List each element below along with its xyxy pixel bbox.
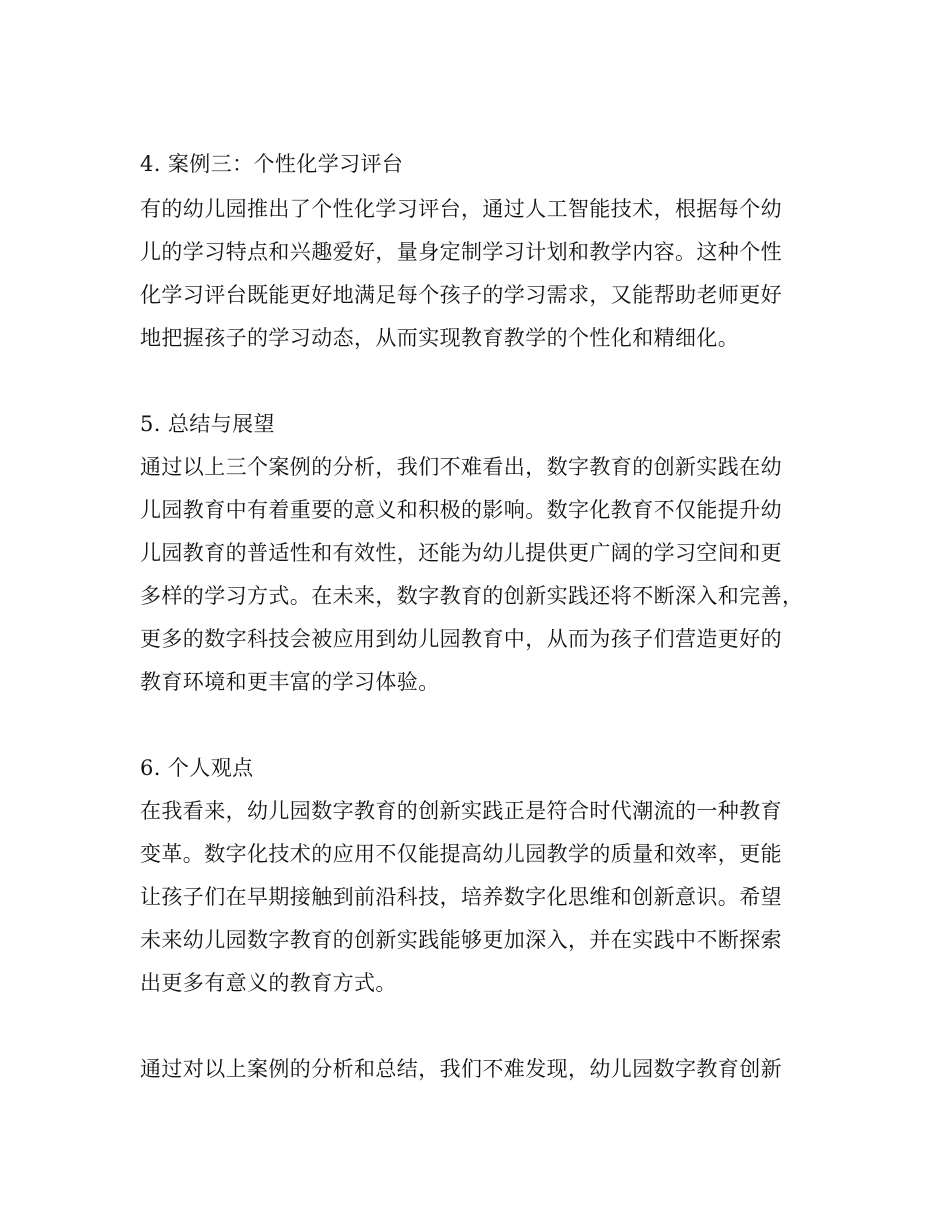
paragraph-line: 地把握孩子的学习动态，从而实现教育教学的个性化和精细化。: [140, 326, 740, 350]
paragraph-line: 变革。数字化技术的应用不仅能提高幼儿园教学的质量和效率，更能: [140, 842, 782, 866]
paragraph-line: 儿的学习特点和兴趣爱好，量身定制学习计划和教学内容。这种个性: [140, 240, 782, 264]
paragraph-line: 多样的学习方式。在未来，数字教育的创新实践还将不断深入和完善，: [140, 584, 804, 608]
paragraph-line: 儿园教育的普适性和有效性，还能为幼儿提供更广阔的学习空间和更: [140, 541, 782, 565]
paragraph-line: 有的幼儿园推出了个性化学习评台，通过人工智能技术，根据每个幼: [140, 197, 782, 221]
paragraph-line: 未来幼儿园数字教育的创新实践能够更加深入，并在实践中不断探索: [140, 928, 782, 952]
section-heading-5: 5. 总结与展望: [140, 412, 275, 436]
paragraph-line: 更多的数字科技会被应用到幼儿园教育中，从而为孩子们营造更好的: [140, 627, 782, 651]
paragraph-line: 通过以上三个案例的分析，我们不难看出，数字教育的创新实践在幼: [140, 455, 782, 479]
paragraph-line: 在我看来，幼儿园数字教育的创新实践正是符合时代潮流的一种教育: [140, 799, 782, 823]
section-heading-4: 4. 案例三：个性化学习评台: [140, 152, 404, 176]
paragraph-line: 出更多有意义的教育方式。: [140, 971, 397, 995]
paragraph-line: 儿园教育中有着重要的意义和积极的影响。数字化教育不仅能提升幼: [140, 498, 782, 522]
paragraph-line: 让孩子们在早期接触到前沿科技，培养数字化思维和创新意识。希望: [140, 885, 782, 909]
paragraph-line: 化学习评台既能更好地满足每个孩子的学习需求，又能帮助老师更好: [140, 283, 782, 307]
section-heading-6: 6. 个人观点: [140, 756, 254, 780]
paragraph-line: 通过对以上案例的分析和总结，我们不难发现，幼儿园数字教育创新: [140, 1057, 782, 1081]
paragraph-line: 教育环境和更丰富的学习体验。: [140, 670, 440, 694]
